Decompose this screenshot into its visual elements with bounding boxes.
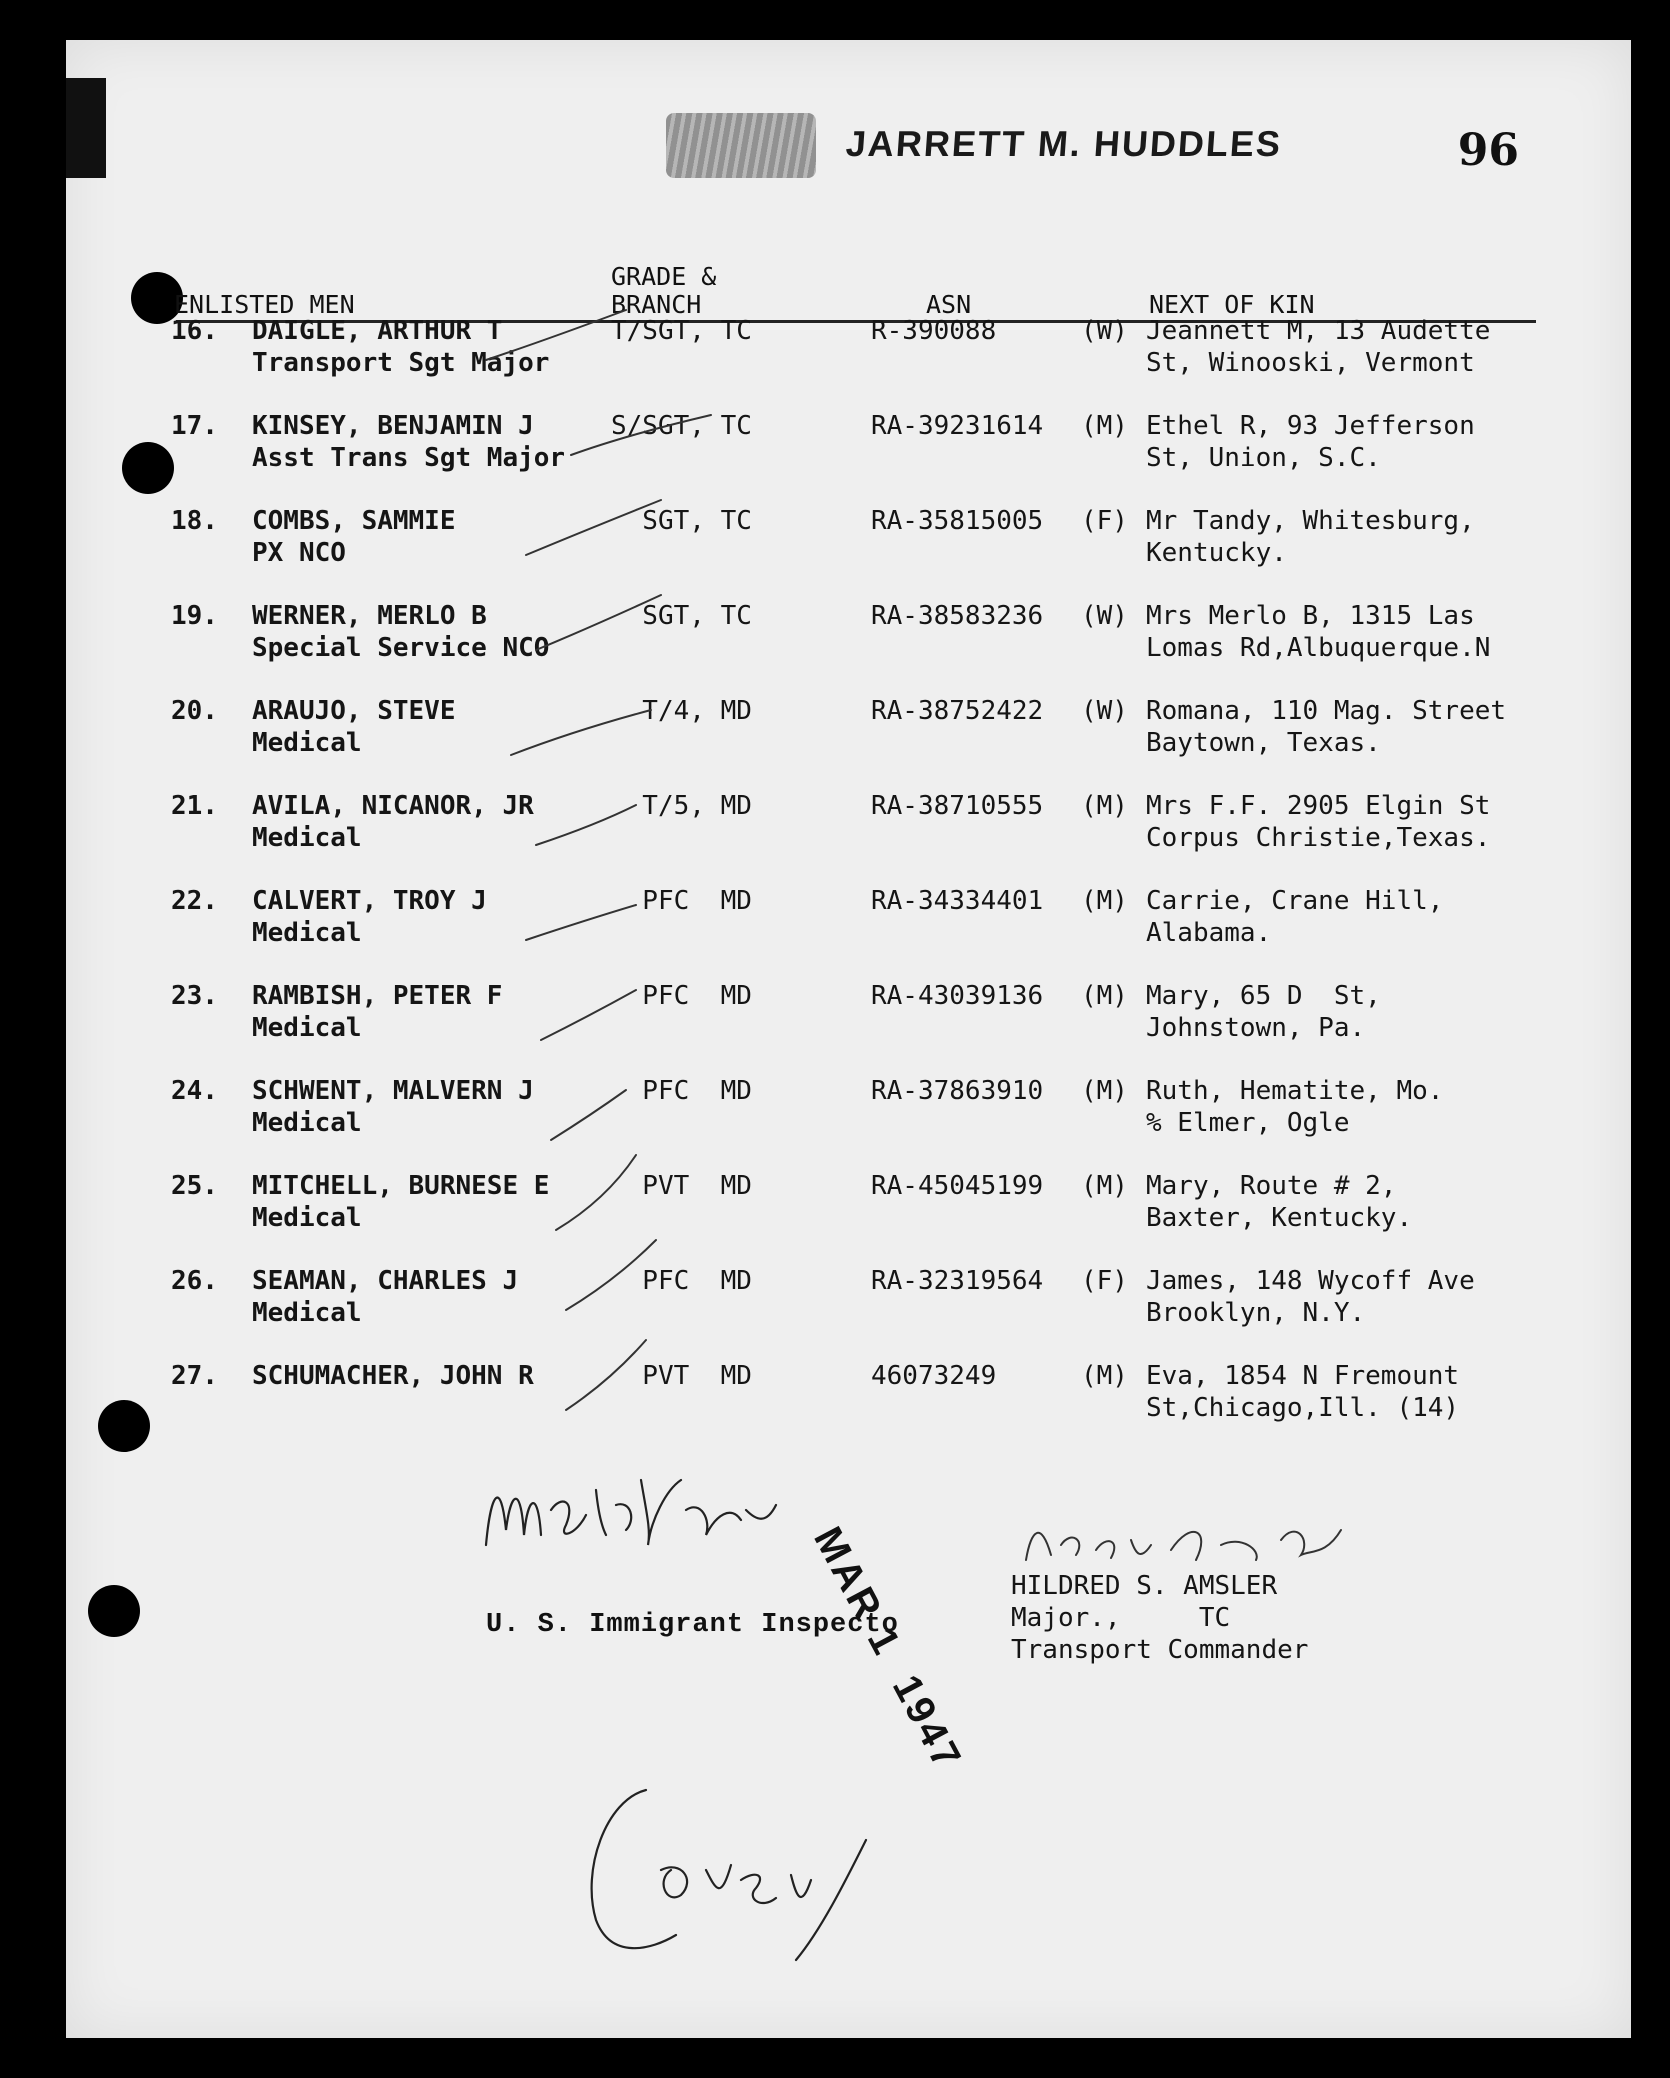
row-grade: SGT, TC	[611, 601, 752, 631]
row-kin-line2: Corpus Christie,Texas.	[1146, 823, 1491, 853]
row-grade: T/4, MD	[611, 696, 752, 726]
row-asn: RA-34334401	[871, 886, 1044, 916]
row-kin-line1: Eva, 1854 N Fremount	[1146, 1361, 1460, 1391]
col-header-enlisted: ENLISTED MEN	[174, 290, 355, 319]
table-row	[66, 885, 1631, 965]
table-row	[66, 315, 1631, 395]
row-title: Medical	[252, 823, 362, 853]
col-header-asn: ASN	[926, 290, 972, 319]
table-row	[66, 1170, 1631, 1250]
row-kin-line1: Ethel R, 93 Jefferson	[1146, 411, 1475, 441]
row-grade: PFC MD	[611, 981, 752, 1011]
row-relation: (M)	[1081, 981, 1128, 1011]
row-relation: (F)	[1081, 1266, 1128, 1296]
inspector-label: U. S. Immigrant Inspecto	[486, 1610, 899, 1640]
row-kin-line2: Alabama.	[1146, 918, 1272, 948]
table-row	[66, 505, 1631, 585]
row-asn: RA-38752422	[871, 696, 1044, 726]
row-kin-line1: James, 148 Wycoff Ave	[1146, 1266, 1475, 1296]
row-number: 26.	[171, 1266, 218, 1296]
row-relation: (W)	[1081, 601, 1128, 631]
row-asn: RA-32319564	[871, 1266, 1044, 1296]
row-asn: RA-38710555	[871, 791, 1044, 821]
row-grade: PFC MD	[611, 886, 752, 916]
table-row	[66, 410, 1631, 490]
row-relation: (M)	[1081, 1076, 1128, 1106]
commander-signature	[1011, 1500, 1431, 1580]
row-kin-line1: Mr Tandy, Whitesburg,	[1146, 506, 1475, 536]
edge-mark	[66, 78, 106, 178]
cover-note	[566, 1760, 896, 1990]
row-title: Asst Trans Sgt Major	[252, 443, 566, 473]
row-title: Medical	[252, 1108, 362, 1138]
row-number: 24.	[171, 1076, 218, 1106]
row-kin-line1: Mrs F.F. 2905 Elgin St	[1146, 791, 1491, 821]
row-asn: R-390088	[871, 316, 997, 346]
table-row	[66, 1265, 1631, 1345]
row-number: 20.	[171, 696, 218, 726]
row-kin-line2: % Elmer, Ogle	[1146, 1108, 1350, 1138]
col-header-next-of-kin: NEXT OF KIN	[1149, 290, 1315, 319]
col-header-grade-1: GRADE &	[611, 262, 717, 291]
row-kin-line1: Carrie, Crane Hill,	[1146, 886, 1444, 916]
row-title: Medical	[252, 918, 362, 948]
row-asn: RA-37863910	[871, 1076, 1044, 1106]
row-grade: T/SGT, TC	[611, 316, 752, 346]
row-name: KINSEY, BENJAMIN J	[252, 411, 534, 441]
row-kin-line2: Baytown, Texas.	[1146, 728, 1381, 758]
row-relation: (M)	[1081, 411, 1128, 441]
row-grade: PFC MD	[611, 1076, 752, 1106]
row-name: AVILA, NICANOR, JR	[252, 791, 534, 821]
commander-name: HILDRED S. AMSLER	[1011, 1571, 1278, 1601]
row-name: WERNER, MERLO B	[252, 601, 487, 631]
row-name: SCHUMACHER, JOHN R	[252, 1361, 534, 1391]
table-row	[66, 980, 1631, 1060]
document-page	[66, 40, 1631, 2038]
row-kin-line2: Johnstown, Pa.	[1146, 1013, 1366, 1043]
row-kin-line2: St, Union, S.C.	[1146, 443, 1381, 473]
row-title: Medical	[252, 1203, 362, 1233]
row-name: COMBS, SAMMIE	[252, 506, 456, 536]
row-asn: 46073249	[871, 1361, 997, 1391]
row-grade: PVT MD	[611, 1361, 752, 1391]
row-name: SCHWENT, MALVERN J	[252, 1076, 534, 1106]
row-number: 18.	[171, 506, 218, 536]
row-relation: (M)	[1081, 886, 1128, 916]
row-title: Medical	[252, 1298, 362, 1328]
header-stamp	[666, 95, 1426, 195]
row-relation: (M)	[1081, 1171, 1128, 1201]
row-relation: (W)	[1081, 316, 1128, 346]
row-number: 27.	[171, 1361, 218, 1391]
punch-hole-4	[88, 1585, 140, 1637]
row-kin-line1: Mary, Route # 2,	[1146, 1171, 1397, 1201]
row-number: 19.	[171, 601, 218, 631]
row-title: Medical	[252, 1013, 362, 1043]
header-stamp-name: JARRETT M. HUDDLES	[844, 123, 1284, 164]
row-name: CALVERT, TROY J	[252, 886, 487, 916]
row-grade: PFC MD	[611, 1266, 752, 1296]
row-relation: (W)	[1081, 696, 1128, 726]
date-stamp: MAR 1 1947	[805, 1520, 971, 1778]
row-grade: S/SGT, TC	[611, 411, 752, 441]
row-name: MITCHELL, BURNESE E	[252, 1171, 550, 1201]
row-relation: (M)	[1081, 791, 1128, 821]
row-name: DAIGLE, ARTHUR T	[252, 316, 503, 346]
row-kin-line1: Jeannett M, 13 Audette	[1146, 316, 1491, 346]
table-row	[66, 695, 1631, 775]
row-kin-line2: Lomas Rd,Albuquerque.N	[1146, 633, 1491, 663]
table-row	[66, 1360, 1631, 1440]
row-number: 23.	[171, 981, 218, 1011]
row-asn: RA-43039136	[871, 981, 1044, 1011]
row-kin-line2: St, Winooski, Vermont	[1146, 348, 1475, 378]
row-kin-line1: Ruth, Hematite, Mo.	[1146, 1076, 1444, 1106]
row-grade: T/5, MD	[611, 791, 752, 821]
row-grade: PVT MD	[611, 1171, 752, 1201]
row-number: 17.	[171, 411, 218, 441]
row-kin-line1: Romana, 110 Mag. Street	[1146, 696, 1507, 726]
row-number: 22.	[171, 886, 218, 916]
row-kin-line2: Kentucky.	[1146, 538, 1287, 568]
commander-role: Transport Commander	[1011, 1635, 1309, 1665]
row-kin-line1: Mary, 65 D St,	[1146, 981, 1381, 1011]
row-kin-line1: Mrs Merlo B, 1315 Las	[1146, 601, 1475, 631]
row-title: Medical	[252, 728, 362, 758]
row-asn: RA-38583236	[871, 601, 1044, 631]
table-row	[66, 790, 1631, 870]
commander-rank: Major., TC	[1011, 1603, 1231, 1633]
smudged-stamp-mark	[666, 113, 816, 178]
row-number: 25.	[171, 1171, 218, 1201]
table-row	[66, 1075, 1631, 1155]
page-number: 96	[1457, 125, 1519, 176]
row-kin-line2: Baxter, Kentucky.	[1146, 1203, 1413, 1233]
row-kin-line2: Brooklyn, N.Y.	[1146, 1298, 1366, 1328]
row-name: ARAUJO, STEVE	[252, 696, 456, 726]
row-name: SEAMAN, CHARLES J	[252, 1266, 519, 1296]
row-kin-line2: St,Chicago,Ill. (14)	[1146, 1393, 1460, 1423]
row-title: Special Service NCO	[252, 633, 550, 663]
row-grade: SGT, TC	[611, 506, 752, 536]
row-asn: RA-45045199	[871, 1171, 1044, 1201]
col-header-grade-2: BRANCH	[611, 290, 702, 319]
row-title: Transport Sgt Major	[252, 348, 550, 378]
table-row	[66, 600, 1631, 680]
row-relation: (M)	[1081, 1361, 1128, 1391]
row-relation: (F)	[1081, 506, 1128, 536]
row-number: 21.	[171, 791, 218, 821]
row-asn: RA-39231614	[871, 411, 1044, 441]
row-asn: RA-35815005	[871, 506, 1044, 536]
row-title: PX NCO	[252, 538, 346, 568]
row-name: RAMBISH, PETER F	[252, 981, 503, 1011]
row-number: 16.	[171, 316, 218, 346]
